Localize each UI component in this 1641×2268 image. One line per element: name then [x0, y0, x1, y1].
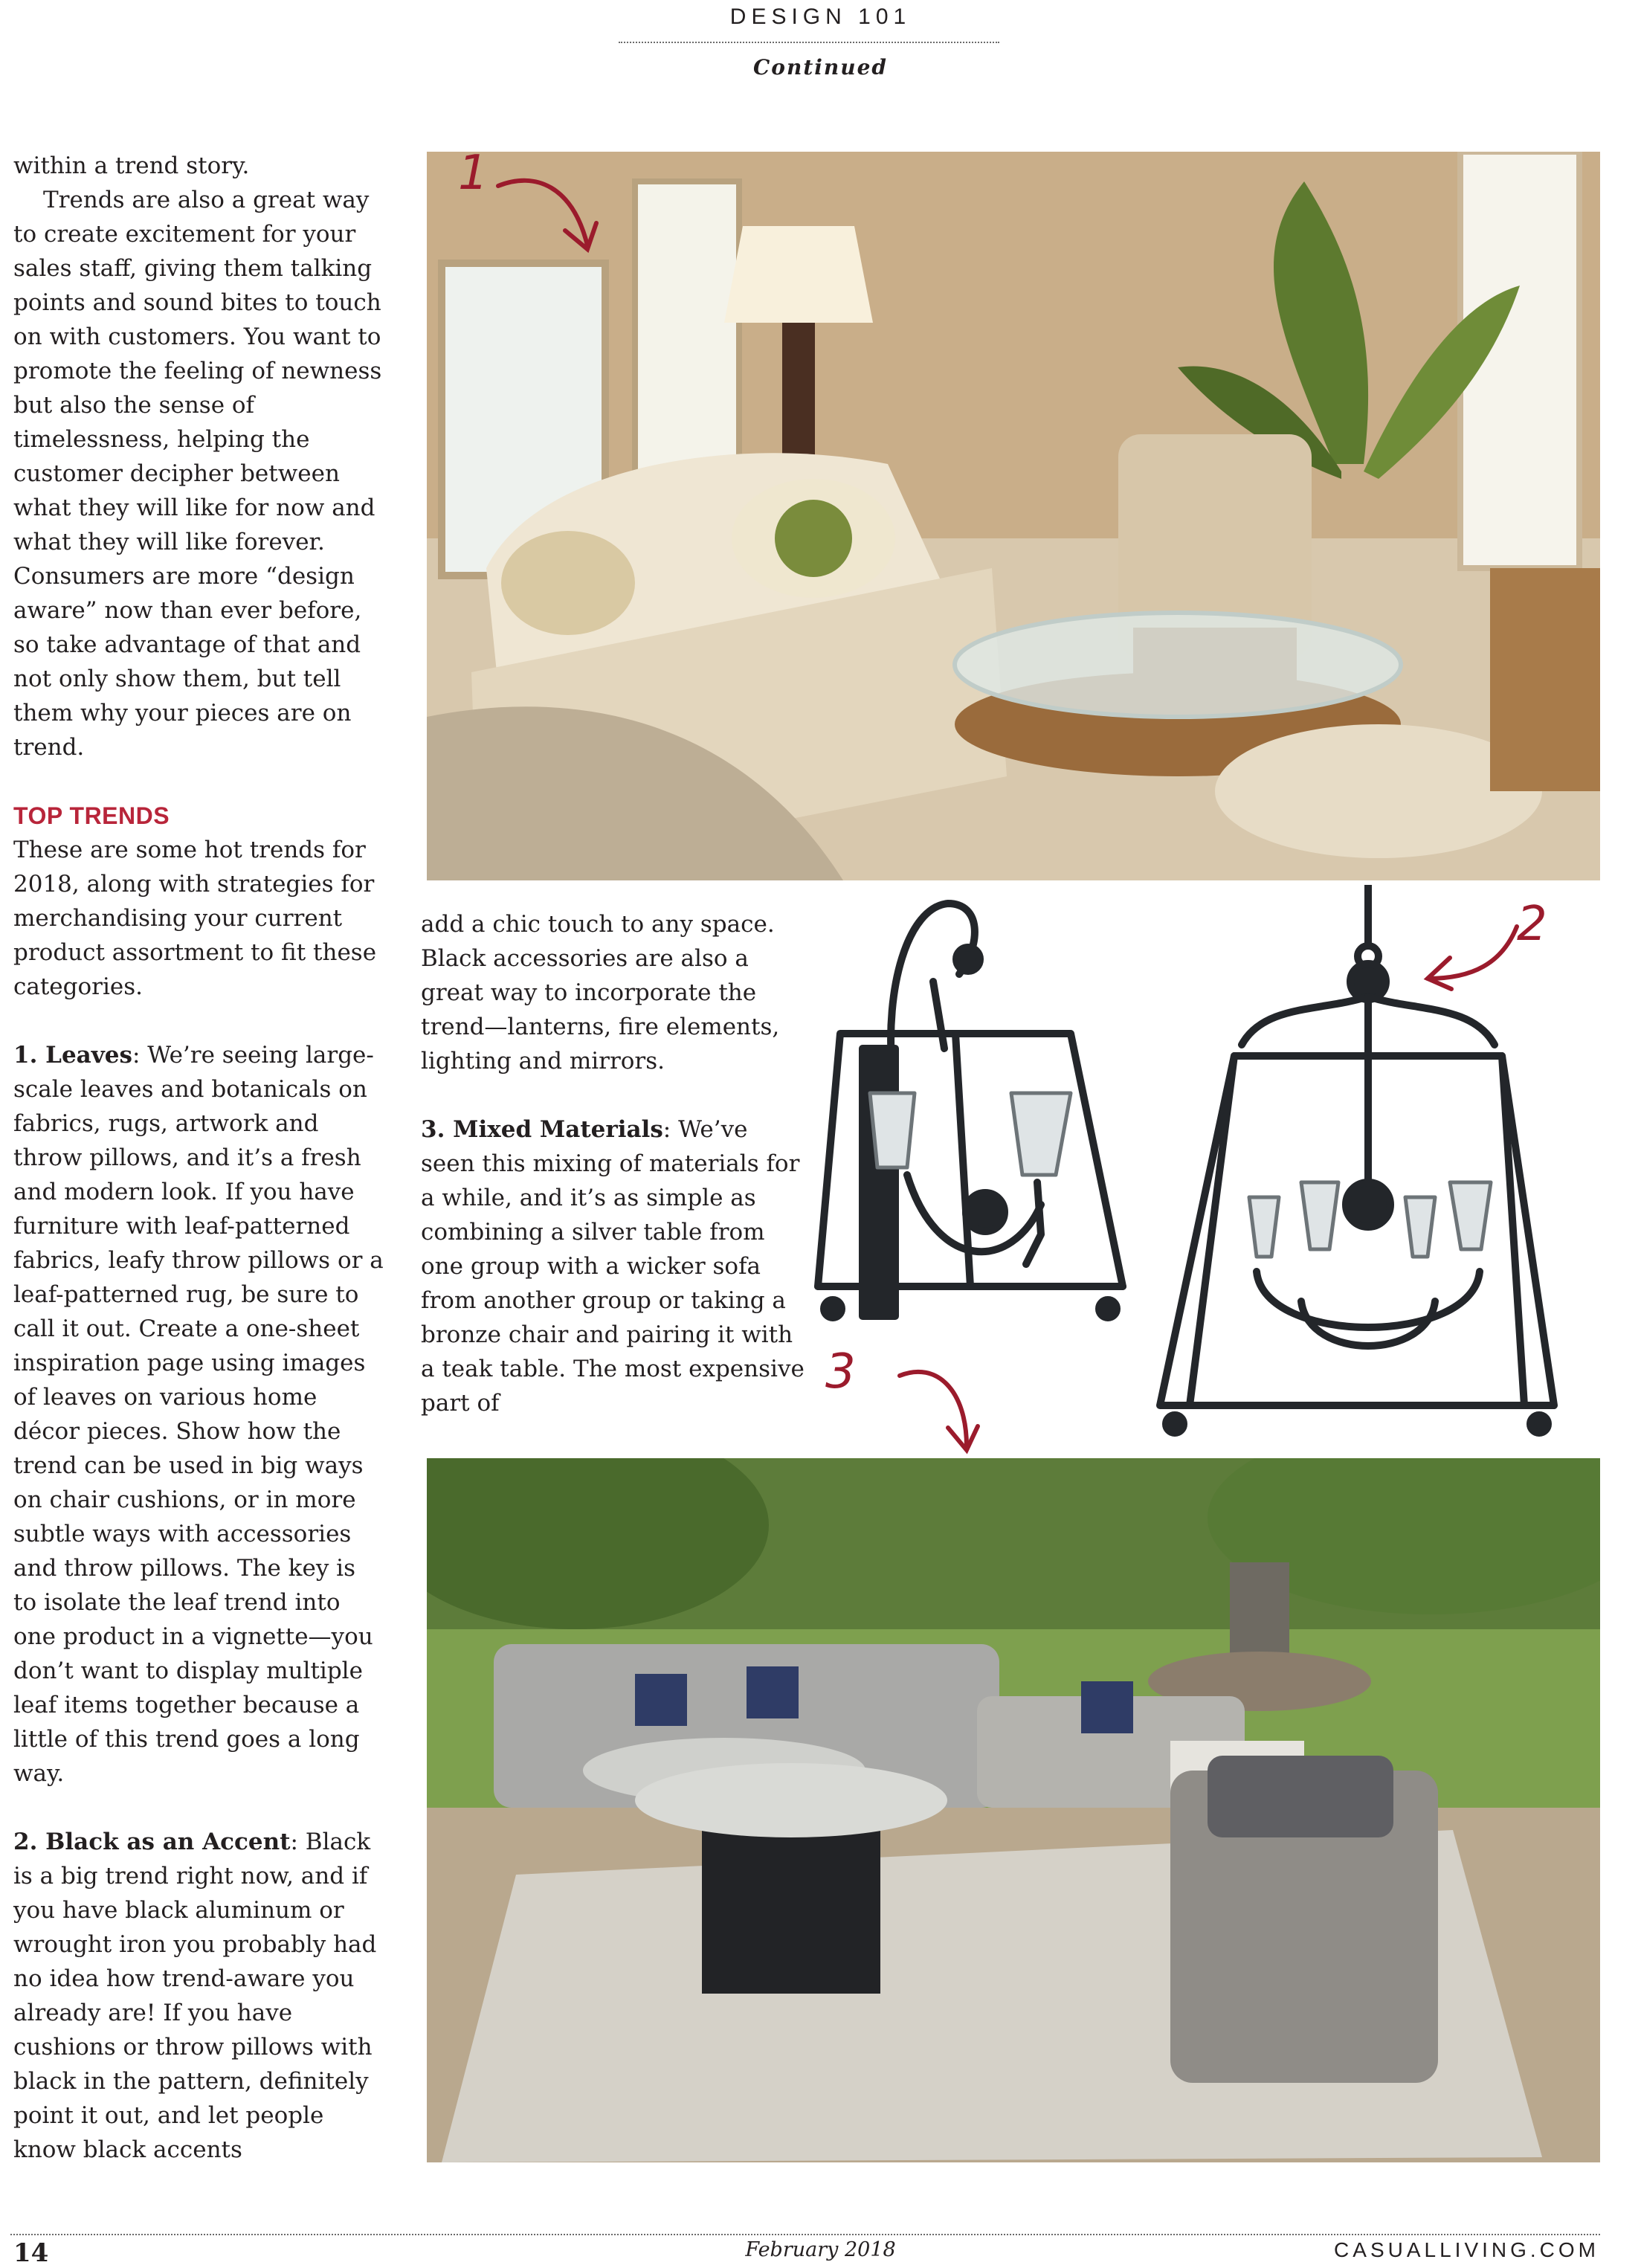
article-column-middle	[421, 907, 807, 1420]
trend-black-continued: add a chic touch to any space. Black accessories are also a great way to incorporate the trend—lanterns, fire elements, lighting and mirrors.	[421, 911, 780, 1075]
living-room-photo	[427, 152, 1600, 880]
annotation-number-3: 3	[825, 1344, 856, 1399]
trend-leaves-body: : We’re seeing large-scale leaves and botanicals on fabrics, rugs, artwork and throw pillows, and it’s a fresh and modern look. If you have furniture with leaf-patterned fabrics, leafy throw pillows or a leaf-patterned rug, be sure to call it out. Create a one-sheet inspiration page using images of leaves on various home décor pieces. Show how the trend can be used in big ways on chair cushions, or in more subtle ways with accessories and throw pillows. The key is to isolate the leaf trend into one product in a vignette—you don’t want to display multiple leaf items together because a little of this trend goes a long way.	[13, 1042, 384, 1787]
arrow-1-icon	[491, 164, 602, 260]
annotation-number-1: 1	[458, 146, 489, 201]
page-number: 14	[13, 2238, 49, 2268]
trend-mixed-materials	[421, 1112, 807, 1420]
top-trends-heading: TOP TRENDS	[13, 802, 170, 829]
continued-label: Continued	[753, 55, 888, 80]
footer-divider	[10, 2234, 1600, 2235]
arrow-3-icon	[892, 1361, 981, 1457]
wall-lantern	[818, 903, 1123, 1318]
article-column-left	[13, 149, 385, 2167]
trend-black-body: : Black is a big trend right now, and if you have black aluminum or wrought iron you probably had no idea how trend-aware you already are! If you have cushions or throw pillows with black in the pattern, definitely point it out, and let people know black accents	[13, 1829, 377, 2163]
intro-paragraph: Trends are also a great way to create excitement for your sales staff, giving them talking points and sound bites to touch on with customers. You want to promote the feeling of newness but also the sense of timelessness, helping the customer decipher between what they will like for now and what they will like forever. Consumers are more “design aware” now than ever before, so take advantage of that and not only show them, but tell them why your pieces are on trend.	[13, 187, 382, 761]
living-room-illustration	[427, 152, 1600, 880]
header-divider	[619, 42, 999, 43]
trends-intro: These are some hot trends for 2018, along with strategies for merchandising your current product assortment to fit these categories.	[13, 837, 377, 1000]
annotation-number-2: 2	[1517, 897, 1547, 952]
trend-black-accent	[13, 1825, 385, 2167]
trend-mixed-body: : We’ve seen this mixing of materials for a while, and it’s as simple as combining a silver table from one group with a wicker sofa from another group or taking a bronze chair and pairing it with a teak table. The most expensive part of	[421, 1116, 805, 1417]
trend-mixed-title: 3. Mixed Materials	[421, 1116, 663, 1143]
trend-leaves	[13, 1038, 385, 1791]
trend-black-title: 2. Black as an Accent	[13, 1829, 291, 1855]
patio-illustration	[427, 1458, 1600, 2162]
intro-end: within a trend story.	[13, 152, 250, 179]
section-title: DESIGN 101	[729, 4, 912, 29]
site-url[interactable]: CASUALLIVING.COM	[1334, 2238, 1599, 2261]
issue-date: February 2018	[745, 2238, 896, 2261]
trend-leaves-title: 1. Leaves	[13, 1042, 132, 1069]
patio-photo	[427, 1458, 1600, 2162]
arrow-2-icon	[1420, 912, 1524, 993]
